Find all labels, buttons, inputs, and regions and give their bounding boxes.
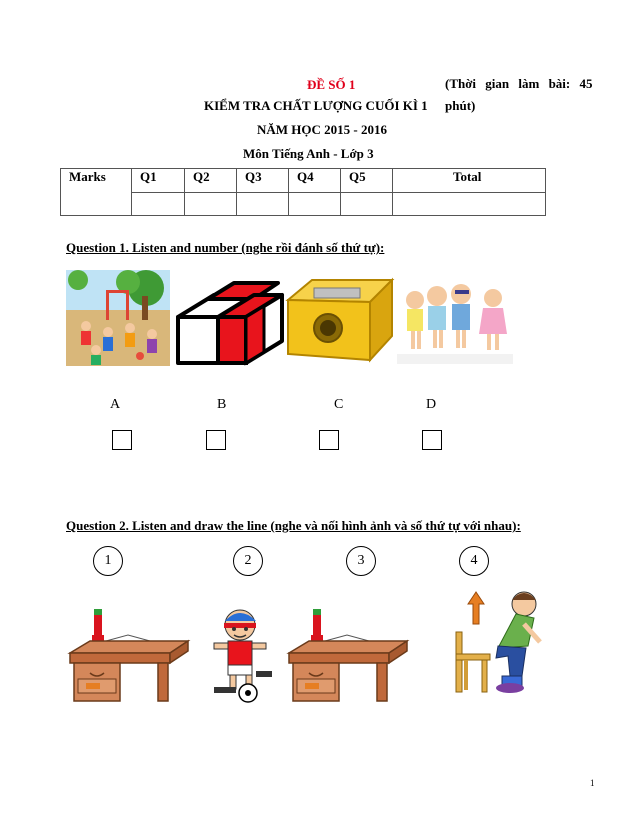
time-note-line1: (Thời gian làm bài: 45	[445, 76, 593, 91]
label-a: A	[110, 397, 121, 412]
q4-score-cell[interactable]	[289, 192, 341, 216]
answer-box-b[interactable]	[206, 430, 226, 450]
label-d: D	[426, 397, 437, 412]
marks-table	[60, 168, 546, 216]
number-circle-3[interactable]: 3	[346, 546, 376, 576]
page-number: 1	[590, 778, 595, 788]
q5-score-cell[interactable]	[341, 192, 393, 216]
question1-heading: Question 1. Listen and number (nghe rồi đánh số thứ tự):	[66, 240, 385, 255]
sit-down-picture	[450, 584, 546, 698]
time-note	[445, 73, 605, 117]
label-b: B	[217, 397, 227, 412]
answer-box-d[interactable]	[422, 430, 442, 450]
q2-header: Q2	[185, 169, 237, 193]
school-year: NĂM HỌC 2015 - 2016	[257, 122, 387, 137]
marks-header: Marks	[61, 169, 132, 216]
desk-picture-1	[66, 605, 192, 703]
desk-picture-2	[285, 605, 411, 703]
number-circle-2[interactable]: 2	[233, 546, 263, 576]
total-score-cell[interactable]	[393, 192, 546, 216]
eraser-picture	[174, 273, 286, 369]
question2-heading: Question 2. Listen and draw the line (nghe và nối hình ảnh và số thứ tự với nhau):	[66, 518, 521, 533]
q4-header: Q4	[289, 169, 341, 193]
number-circle-1[interactable]: 1	[93, 546, 123, 576]
subject-line: Môn Tiếng Anh - Lớp 3	[243, 146, 374, 161]
total-header: Total	[393, 169, 546, 193]
football-boy-picture	[206, 607, 276, 703]
marks-score-row	[61, 192, 546, 216]
answer-box-a[interactable]	[112, 430, 132, 450]
number-circle-4[interactable]: 4	[459, 546, 489, 576]
q3-header: Q3	[237, 169, 289, 193]
pencil-sharpener-picture	[284, 276, 394, 362]
playground-picture	[66, 270, 170, 366]
q3-score-cell[interactable]	[237, 192, 289, 216]
q2-score-cell[interactable]	[185, 192, 237, 216]
q1-header: Q1	[132, 169, 185, 193]
answer-box-c[interactable]	[319, 430, 339, 450]
q1-score-cell[interactable]	[132, 192, 185, 216]
exam-title: KIỂM TRA CHẤT LƯỢNG CUỐI KÌ 1	[204, 98, 428, 113]
marks-header-row	[61, 169, 546, 193]
label-c: C	[334, 397, 344, 412]
time-note-line2: phút)	[445, 98, 476, 113]
q5-header: Q5	[341, 169, 393, 193]
blindfold-game-picture	[397, 278, 513, 364]
exam-id: ĐỀ SỐ 1	[307, 77, 356, 92]
